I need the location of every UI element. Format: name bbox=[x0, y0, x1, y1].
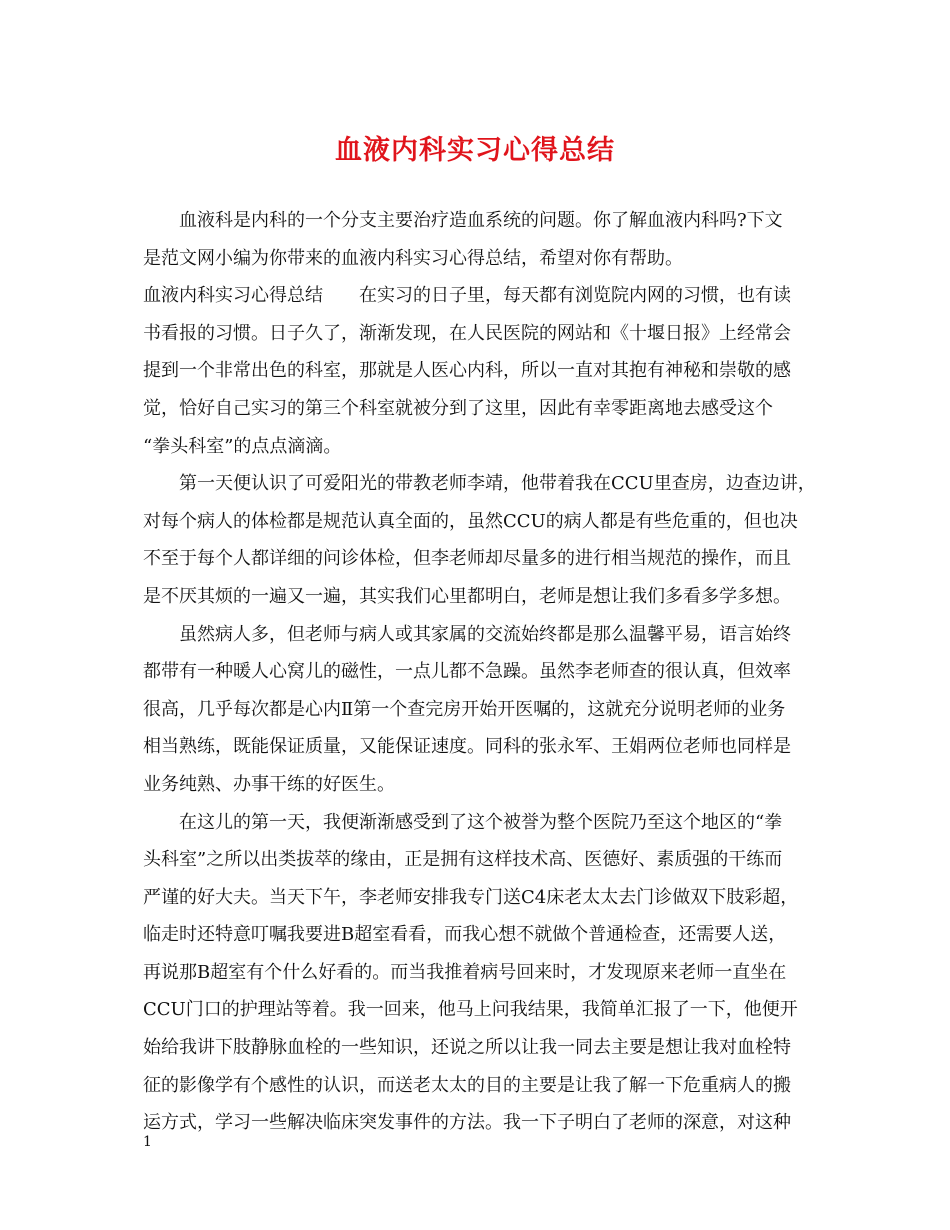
text-line: 不至于每个人都详细的问诊体检，但李老师却尽量多的进行相当规范的操作，而且 bbox=[143, 548, 791, 570]
text-line: 在这儿的第一天，我便渐渐感受到了这个被誉为整个医院乃至这个地区的“拳 bbox=[179, 811, 783, 833]
text-line: 头科室”之所以出类拔萃的缘由，正是拥有这样技术高、医德好、素质强的干练而 bbox=[143, 849, 783, 871]
text-line: 是不厌其烦的一遍又一遍，其实我们心里都明白，老师是想让我们多看多学多想。 bbox=[143, 585, 791, 607]
text-line: 觉，恰好自己实习的第三个科室就被分到了这里，因此有幸零距离地去感受这个 bbox=[143, 397, 773, 419]
text-line: 血液科是内科的一个分支主要治疗造血系统的问题。你了解血液内科吗?下文 bbox=[179, 210, 783, 231]
document-body bbox=[143, 202, 818, 1142]
page-number: 1 bbox=[143, 1134, 152, 1150]
text-line: 书看报的习惯。日子久了，渐渐发现，在人民医院的网站和《十堰日报》上经常会 bbox=[143, 322, 791, 344]
text-line: 提到一个非常出色的科室，那就是人医心内科，所以一直对其抱有神秘和崇敬的感 bbox=[143, 360, 791, 382]
text-line: 征的影像学有个感性的认识，而送老太太的目的主要是让我了解一下危重病人的搬 bbox=[143, 1074, 791, 1096]
text-line: 对每个病人的体检都是规范认真全面的，虽然CCU的病人都是有些危重的，但也决 bbox=[143, 510, 798, 532]
text-line: 虽然病人多，但老师与病人或其家属的交流始终都是那么温馨平易，语言始终 bbox=[179, 623, 791, 645]
text-line: CCU门口的护理站等着。我一回来，他马上问我结果，我简单汇报了一下，他便开 bbox=[143, 999, 798, 1021]
text-line: 血液内科实习心得总结 在实习的日子里，每天都有浏览院内网的习惯，也有读 bbox=[143, 285, 791, 307]
text-line: 运方式，学习一些解决临床突发事件的方法。我一下子明白了老师的深意，对这种 bbox=[143, 1112, 791, 1134]
text-line: 很高，几乎每次都是心内Ⅱ第一个查完房开始开医嘱的，这就充分说明老师的业务 bbox=[143, 698, 786, 720]
text-line: “拳头科室”的点点滴滴。 bbox=[143, 435, 342, 457]
document-title: 血液内科实习心得总结 bbox=[335, 135, 615, 166]
text-line: 业务纯熟、办事干练的好医生。 bbox=[143, 773, 395, 795]
text-line: 再说那B超室有个什么好看的。而当我推着病号回来时，才发现原来老师一直坐在 bbox=[143, 961, 787, 983]
text-line: 是范文网小编为你带来的血液内科实习心得总结，希望对你有帮助。 bbox=[143, 247, 683, 269]
text-line: 第一天便认识了可爱阳光的带教老师李靖，他带着我在CCU里查房，边查边讲， bbox=[179, 473, 816, 495]
text-line: 严谨的好大夫。当天下午，李老师安排我专门送C4床老太太去门诊做双下肢彩超， bbox=[143, 886, 799, 908]
text-line: 始给我讲下肢静脉血栓的一些知识，还说之所以让我一同去主要是想让我对血栓特 bbox=[143, 1037, 791, 1059]
text-line: 临走时还特意叮嘱我要进B超室看看，而我心想不就做个普通检查，还需要人送， bbox=[143, 924, 787, 946]
text-line: 相当熟练，既能保证质量，又能保证速度。同科的张永军、王娟两位老师也同样是 bbox=[143, 736, 791, 758]
text-line: 都带有一种暖人心窝儿的磁性，一点儿都不急躁。虽然李老师查的很认真，但效率 bbox=[143, 661, 791, 683]
